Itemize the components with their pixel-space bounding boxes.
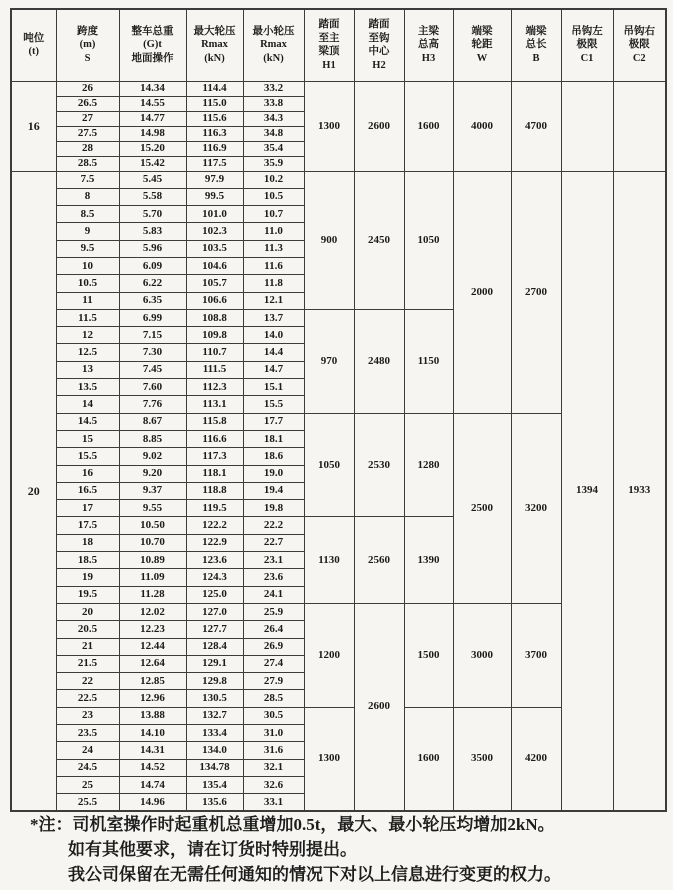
rmin-cell: 15.5 xyxy=(243,396,304,413)
rmax-cell: 118.8 xyxy=(186,482,243,499)
rmax-cell: 115.6 xyxy=(186,111,243,126)
span-cell: 8.5 xyxy=(56,206,119,223)
h2-cell: 2560 xyxy=(354,517,404,603)
weight-cell: 5.70 xyxy=(119,206,186,223)
span-cell: 16 xyxy=(56,465,119,482)
rmax-cell: 135.6 xyxy=(186,794,243,811)
h2-cell: 2480 xyxy=(354,309,404,413)
footnote-line-1: *注：司机室操作时起重机总重增加0.5t，最大、最小轮压均增加2kN。 xyxy=(30,815,555,834)
weight-cell: 12.85 xyxy=(119,673,186,690)
rmin-cell: 32.6 xyxy=(243,776,304,793)
header-total-weight: 整车总重 (G)t 地面操作 xyxy=(119,9,186,81)
rmin-cell: 27.9 xyxy=(243,673,304,690)
rmin-cell: 34.3 xyxy=(243,111,304,126)
weight-cell: 7.60 xyxy=(119,379,186,396)
rmin-cell: 11.6 xyxy=(243,257,304,274)
span-cell: 20 xyxy=(56,603,119,620)
weight-cell: 14.34 xyxy=(119,81,186,96)
rmin-cell: 31.6 xyxy=(243,742,304,759)
weight-cell: 10.89 xyxy=(119,552,186,569)
span-cell: 24 xyxy=(56,742,119,759)
weight-cell: 5.96 xyxy=(119,240,186,257)
span-cell: 7.5 xyxy=(56,171,119,188)
rmax-cell: 119.5 xyxy=(186,500,243,517)
rmax-cell: 111.5 xyxy=(186,361,243,378)
rmin-cell: 19.0 xyxy=(243,465,304,482)
table-row xyxy=(11,171,666,188)
h3-cell: 1600 xyxy=(404,707,453,811)
h2-cell: 2450 xyxy=(354,171,404,309)
rmax-cell: 118.1 xyxy=(186,465,243,482)
span-cell: 15.5 xyxy=(56,448,119,465)
span-cell: 14.5 xyxy=(56,413,119,430)
h1-cell: 1200 xyxy=(304,603,354,707)
rmin-cell: 33.8 xyxy=(243,96,304,111)
header-row xyxy=(11,9,666,81)
footnotes xyxy=(0,812,673,887)
rmax-cell: 128.4 xyxy=(186,638,243,655)
rmax-cell: 134.0 xyxy=(186,742,243,759)
h1-cell: 1300 xyxy=(304,81,354,171)
weight-cell: 7.30 xyxy=(119,344,186,361)
b-cell: 2700 xyxy=(511,171,561,413)
rmax-cell: 114.4 xyxy=(186,81,243,96)
h1-cell: 970 xyxy=(304,309,354,413)
span-cell: 26 xyxy=(56,81,119,96)
span-cell: 23 xyxy=(56,707,119,724)
rmax-cell: 125.0 xyxy=(186,586,243,603)
span-cell: 22 xyxy=(56,673,119,690)
weight-cell: 15.20 xyxy=(119,141,186,156)
weight-cell: 9.02 xyxy=(119,448,186,465)
weight-cell: 8.85 xyxy=(119,430,186,447)
rmin-cell: 28.5 xyxy=(243,690,304,707)
h3-cell: 1500 xyxy=(404,603,453,707)
rmax-cell: 116.6 xyxy=(186,430,243,447)
weight-cell: 9.20 xyxy=(119,465,186,482)
table-body xyxy=(11,81,666,811)
span-cell: 9.5 xyxy=(56,240,119,257)
weight-cell: 6.09 xyxy=(119,257,186,274)
weight-cell: 12.02 xyxy=(119,603,186,620)
rmin-cell: 14.0 xyxy=(243,327,304,344)
weight-cell: 12.64 xyxy=(119,655,186,672)
weight-cell: 12.96 xyxy=(119,690,186,707)
crane-spec-table xyxy=(10,8,667,812)
h1-cell: 1130 xyxy=(304,517,354,603)
b-cell: 3700 xyxy=(511,603,561,707)
rmin-cell: 11.3 xyxy=(243,240,304,257)
span-cell: 22.5 xyxy=(56,690,119,707)
rmax-cell: 104.6 xyxy=(186,257,243,274)
c2-cell xyxy=(613,81,666,171)
weight-cell: 14.52 xyxy=(119,759,186,776)
rmin-cell: 35.9 xyxy=(243,156,304,171)
span-cell: 28 xyxy=(56,141,119,156)
table-row xyxy=(11,81,666,96)
w-cell: 4000 xyxy=(453,81,511,171)
footnote-line-2: 如有其他要求，请在订货时特别提出。 xyxy=(68,840,357,859)
rmin-cell: 18.1 xyxy=(243,430,304,447)
rmax-cell: 99.5 xyxy=(186,188,243,205)
span-cell: 17.5 xyxy=(56,517,119,534)
weight-cell: 14.77 xyxy=(119,111,186,126)
span-cell: 16.5 xyxy=(56,482,119,499)
span-cell: 19 xyxy=(56,569,119,586)
span-cell: 11 xyxy=(56,292,119,309)
h1-cell: 1050 xyxy=(304,413,354,517)
rmax-cell: 101.0 xyxy=(186,206,243,223)
weight-cell: 15.42 xyxy=(119,156,186,171)
header-h1: 踏面 至主 梁顶 H1 xyxy=(304,9,354,81)
weight-cell: 7.15 xyxy=(119,327,186,344)
rmax-cell: 115.8 xyxy=(186,413,243,430)
rmin-cell: 18.6 xyxy=(243,448,304,465)
header-max-wheel-load: 最大轮压 Rmax (kN) xyxy=(186,9,243,81)
span-cell: 21 xyxy=(56,638,119,655)
rmin-cell: 24.1 xyxy=(243,586,304,603)
rmax-cell: 102.3 xyxy=(186,223,243,240)
span-cell: 20.5 xyxy=(56,621,119,638)
c1-cell: 1394 xyxy=(561,171,613,811)
weight-cell: 11.09 xyxy=(119,569,186,586)
weight-cell: 5.45 xyxy=(119,171,186,188)
weight-cell: 10.50 xyxy=(119,517,186,534)
rmin-cell: 19.4 xyxy=(243,482,304,499)
c2-cell: 1933 xyxy=(613,171,666,811)
rmin-cell: 25.9 xyxy=(243,603,304,620)
rmin-cell: 33.1 xyxy=(243,794,304,811)
h3-cell: 1600 xyxy=(404,81,453,171)
b-cell: 3200 xyxy=(511,413,561,603)
rmax-cell: 129.1 xyxy=(186,655,243,672)
rmin-cell: 26.9 xyxy=(243,638,304,655)
h1-cell: 900 xyxy=(304,171,354,309)
header-min-wheel-load: 最小轮压 Rmax (kN) xyxy=(243,9,304,81)
rmin-cell: 13.7 xyxy=(243,309,304,326)
h3-cell: 1280 xyxy=(404,413,453,517)
w-cell: 3000 xyxy=(453,603,511,707)
span-cell: 11.5 xyxy=(56,309,119,326)
weight-cell: 14.10 xyxy=(119,725,186,742)
span-cell: 10.5 xyxy=(56,275,119,292)
weight-cell: 6.99 xyxy=(119,309,186,326)
weight-cell: 6.22 xyxy=(119,275,186,292)
weight-cell: 14.31 xyxy=(119,742,186,759)
rmax-cell: 116.9 xyxy=(186,141,243,156)
weight-cell: 10.70 xyxy=(119,534,186,551)
b-cell: 4200 xyxy=(511,707,561,811)
rmin-cell: 30.5 xyxy=(243,707,304,724)
span-cell: 8 xyxy=(56,188,119,205)
rmax-cell: 122.2 xyxy=(186,517,243,534)
weight-cell: 9.55 xyxy=(119,500,186,517)
rmin-cell: 22.7 xyxy=(243,534,304,551)
rmax-cell: 112.3 xyxy=(186,379,243,396)
w-cell: 2000 xyxy=(453,171,511,413)
weight-cell: 14.55 xyxy=(119,96,186,111)
rmin-cell: 31.0 xyxy=(243,725,304,742)
rmin-cell: 12.1 xyxy=(243,292,304,309)
span-cell: 13.5 xyxy=(56,379,119,396)
weight-cell: 13.88 xyxy=(119,707,186,724)
w-cell: 2500 xyxy=(453,413,511,603)
span-cell: 18 xyxy=(56,534,119,551)
rmin-cell: 19.8 xyxy=(243,500,304,517)
header-tonnage: 吨位 (t) xyxy=(11,9,56,81)
rmin-cell: 15.1 xyxy=(243,379,304,396)
span-cell: 26.5 xyxy=(56,96,119,111)
rmax-cell: 124.3 xyxy=(186,569,243,586)
weight-cell: 7.76 xyxy=(119,396,186,413)
weight-cell: 14.98 xyxy=(119,126,186,141)
h2-cell: 2600 xyxy=(354,81,404,171)
rmin-cell: 33.2 xyxy=(243,81,304,96)
rmax-cell: 132.7 xyxy=(186,707,243,724)
weight-cell: 8.67 xyxy=(119,413,186,430)
rmin-cell: 26.4 xyxy=(243,621,304,638)
rmin-cell: 23.6 xyxy=(243,569,304,586)
rmin-cell: 14.7 xyxy=(243,361,304,378)
b-cell: 4700 xyxy=(511,81,561,171)
rmax-cell: 110.7 xyxy=(186,344,243,361)
span-cell: 25 xyxy=(56,776,119,793)
span-cell: 28.5 xyxy=(56,156,119,171)
rmax-cell: 105.7 xyxy=(186,275,243,292)
rmin-cell: 10.7 xyxy=(243,206,304,223)
h2-cell: 2600 xyxy=(354,603,404,811)
header-c2: 吊钩右 极限 C2 xyxy=(613,9,666,81)
rmax-cell: 117.3 xyxy=(186,448,243,465)
rmin-cell: 11.8 xyxy=(243,275,304,292)
w-cell: 3500 xyxy=(453,707,511,811)
weight-cell: 12.44 xyxy=(119,638,186,655)
rmax-cell: 113.1 xyxy=(186,396,243,413)
span-cell: 27.5 xyxy=(56,126,119,141)
rmax-cell: 97.9 xyxy=(186,171,243,188)
rmin-cell: 34.8 xyxy=(243,126,304,141)
c1-cell xyxy=(561,81,613,171)
span-cell: 21.5 xyxy=(56,655,119,672)
rmax-cell: 116.3 xyxy=(186,126,243,141)
weight-cell: 6.35 xyxy=(119,292,186,309)
tonnage-cell: 20 xyxy=(11,171,56,811)
rmax-cell: 108.8 xyxy=(186,309,243,326)
rmax-cell: 133.4 xyxy=(186,725,243,742)
rmax-cell: 122.9 xyxy=(186,534,243,551)
rmax-cell: 130.5 xyxy=(186,690,243,707)
span-cell: 15 xyxy=(56,430,119,447)
rmax-cell: 106.6 xyxy=(186,292,243,309)
rmin-cell: 17.7 xyxy=(243,413,304,430)
rmin-cell: 35.4 xyxy=(243,141,304,156)
span-cell: 12.5 xyxy=(56,344,119,361)
header-h2: 踏面 至钩 中心 H2 xyxy=(354,9,404,81)
rmin-cell: 32.1 xyxy=(243,759,304,776)
rmin-cell: 22.2 xyxy=(243,517,304,534)
rmax-cell: 135.4 xyxy=(186,776,243,793)
rmin-cell: 14.4 xyxy=(243,344,304,361)
h3-cell: 1390 xyxy=(404,517,453,603)
rmax-cell: 127.0 xyxy=(186,603,243,620)
span-cell: 25.5 xyxy=(56,794,119,811)
span-cell: 9 xyxy=(56,223,119,240)
rmax-cell: 117.5 xyxy=(186,156,243,171)
span-cell: 19.5 xyxy=(56,586,119,603)
weight-cell: 9.37 xyxy=(119,482,186,499)
span-cell: 12 xyxy=(56,327,119,344)
footnote-line-3: 我公司保留在无需任何通知的情况下对以上信息进行变更的权力。 xyxy=(68,865,561,884)
span-cell: 27 xyxy=(56,111,119,126)
rmax-cell: 123.6 xyxy=(186,552,243,569)
weight-cell: 14.74 xyxy=(119,776,186,793)
rmax-cell: 129.8 xyxy=(186,673,243,690)
weight-cell: 7.45 xyxy=(119,361,186,378)
rmin-cell: 27.4 xyxy=(243,655,304,672)
rmax-cell: 134.78 xyxy=(186,759,243,776)
header-b: 端梁 总长 B xyxy=(511,9,561,81)
h1-cell: 1300 xyxy=(304,707,354,811)
span-cell: 13 xyxy=(56,361,119,378)
rmin-cell: 11.0 xyxy=(243,223,304,240)
rmax-cell: 127.7 xyxy=(186,621,243,638)
span-cell: 17 xyxy=(56,500,119,517)
weight-cell: 5.83 xyxy=(119,223,186,240)
table-header xyxy=(11,9,666,81)
span-cell: 23.5 xyxy=(56,725,119,742)
span-cell: 18.5 xyxy=(56,552,119,569)
rmin-cell: 10.5 xyxy=(243,188,304,205)
weight-cell: 5.58 xyxy=(119,188,186,205)
rmin-cell: 10.2 xyxy=(243,171,304,188)
rmax-cell: 115.0 xyxy=(186,96,243,111)
span-cell: 10 xyxy=(56,257,119,274)
rmin-cell: 23.1 xyxy=(243,552,304,569)
h3-cell: 1050 xyxy=(404,171,453,309)
header-span: 跨度 (m) S xyxy=(56,9,119,81)
rmax-cell: 103.5 xyxy=(186,240,243,257)
weight-cell: 14.96 xyxy=(119,794,186,811)
weight-cell: 12.23 xyxy=(119,621,186,638)
header-h3: 主梁 总高 H3 xyxy=(404,9,453,81)
tonnage-cell: 16 xyxy=(11,81,56,171)
header-w: 端梁 轮距 W xyxy=(453,9,511,81)
weight-cell: 11.28 xyxy=(119,586,186,603)
span-cell: 14 xyxy=(56,396,119,413)
rmax-cell: 109.8 xyxy=(186,327,243,344)
h2-cell: 2530 xyxy=(354,413,404,517)
h3-cell: 1150 xyxy=(404,309,453,413)
span-cell: 24.5 xyxy=(56,759,119,776)
header-c1: 吊钩左 极限 C1 xyxy=(561,9,613,81)
